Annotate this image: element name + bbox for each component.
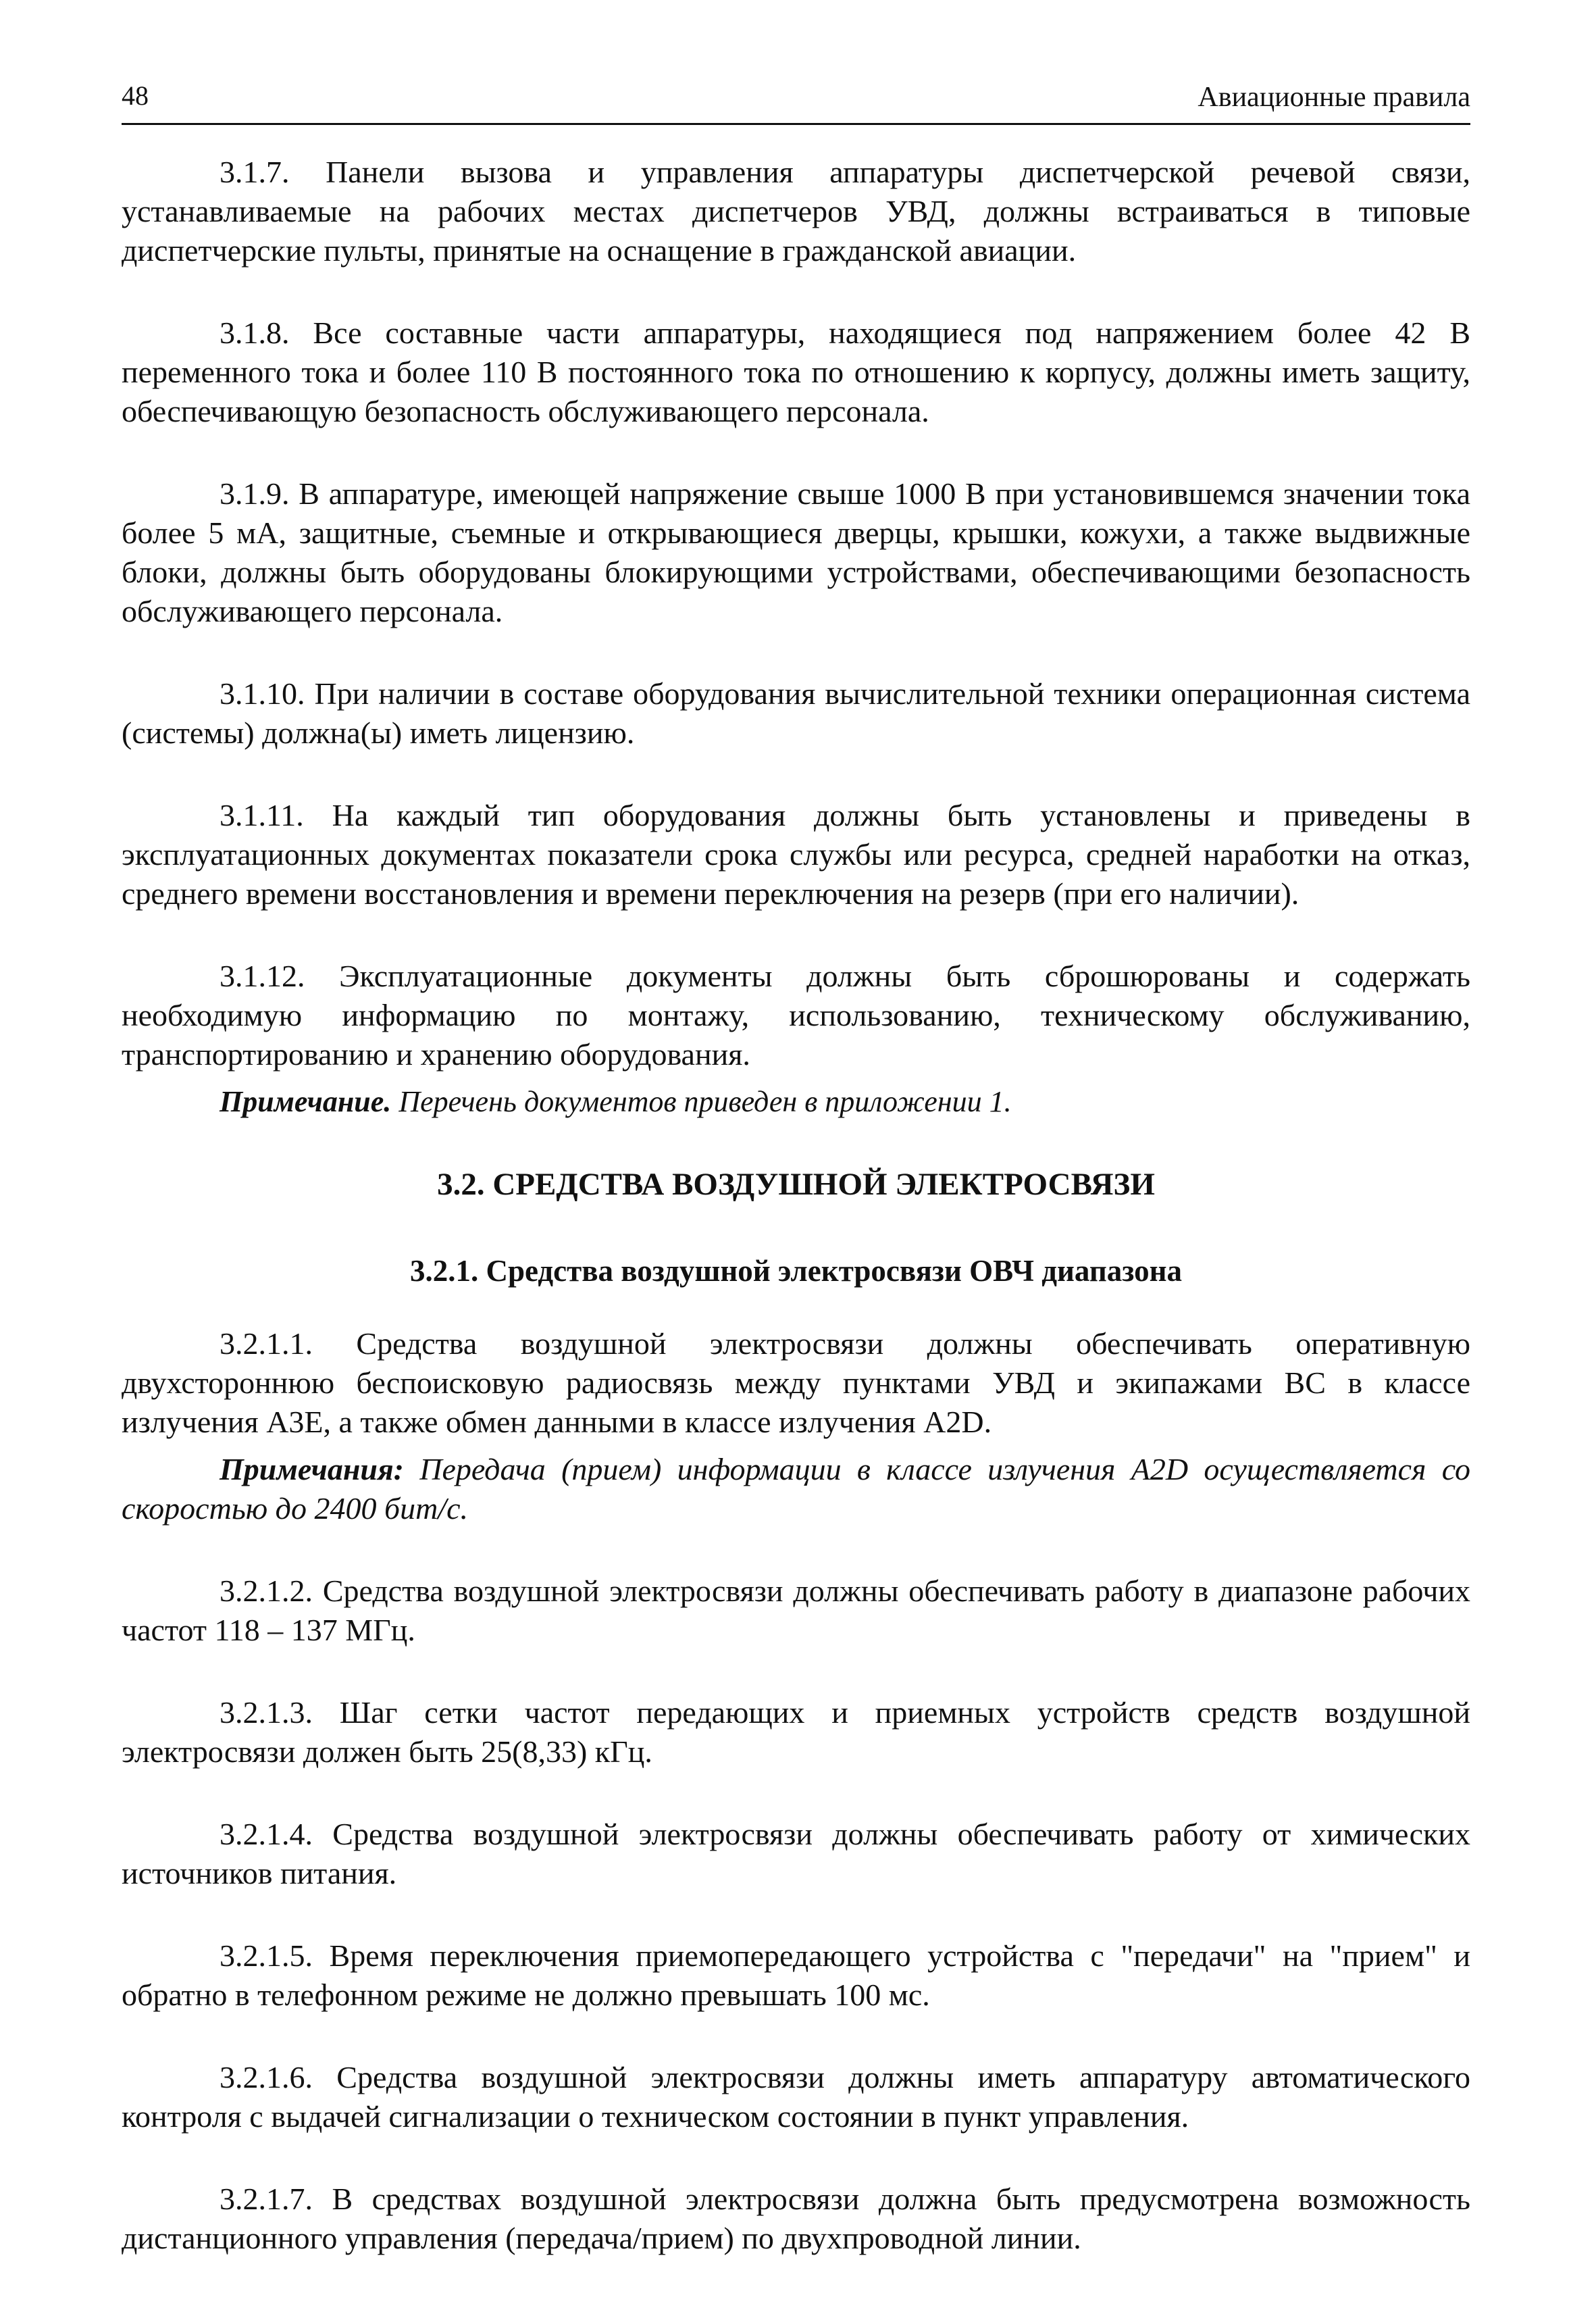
note-label: Примечание. <box>220 1085 392 1118</box>
running-title: Авиационные правила <box>1198 82 1470 113</box>
note-data-rate <box>122 1450 1470 1528</box>
note-documents-list <box>122 1082 1470 1122</box>
subsection-heading-3-2-1: 3.2.1. Средства воздушной электросвязи ОВЧ диапазона <box>410 1254 1182 1288</box>
paragraph-3-2-1-5: 3.2.1.5. Время переключения приемопередающего устройства с "передачи" на "прием" и обратно в телефонном режиме не должно превышать 100 мс. <box>122 1938 1470 2012</box>
paragraph-3-2-1-1: 3.2.1.1. Средства воздушной электросвязи должны обеспечивать оперативную двухстороннюю беспоисковую радиосвязь между пунктами УВД и экипажами ВС в классе излучения А3Е, а также обмен данными в классе излучения А2D. <box>122 1326 1470 1439</box>
section-heading-3-2: 3.2. СРЕДСТВА ВОЗДУШНОЙ ЭЛЕКТРОСВЯЗИ <box>437 1167 1155 1202</box>
note-text: Перечень документов приведен в приложении 1. <box>391 1085 1012 1118</box>
paragraph-3-2-1-6: 3.2.1.6. Средства воздушной электросвязи должны иметь аппаратуру автоматического контроля с выдачей сигнализации о техническом состоянии в пункт управления. <box>122 2060 1470 2134</box>
paragraph-3-2-1-2: 3.2.1.2. Средства воздушной электросвязи должны обеспечивать работу в диапазоне рабочих частот 118 – 137 МГц. <box>122 1574 1470 1647</box>
page-number: 48 <box>122 80 149 111</box>
paragraph-3-2-1-3: 3.2.1.3. Шаг сетки частот передающих и приемных устройств средств воздушной электросвязи должен быть 25(8,33) кГц. <box>122 1695 1470 1769</box>
paragraph-3-1-9: 3.1.9. В аппаратуре, имеющей напряжение свыше 1000 В при установившемся значении тока более 5 мА, защитные, съемные и открывающиеся дверцы, крышки, кожухи, а также выдвижные блоки, должны быть оборудованы блокирующими устройствами, обеспечивающими безопасность обслуживающего персонала. <box>122 476 1470 628</box>
document-body <box>122 153 1470 2301</box>
running-header <box>122 80 1470 125</box>
paragraph-3-1-11: 3.1.11. На каждый тип оборудования должны быть установлены и приведены в эксплуатационных документах показатели срока службы или ресурса, средней наработки на отказ, среднего времени восстановления и времени переключения на резерв (при его наличии). <box>122 798 1470 911</box>
paragraph-3-1-10: 3.1.10. При наличии в составе оборудования вычислительной техники операционная система (системы) должна(ы) иметь лицензию. <box>122 676 1470 750</box>
note-label: Примечания: <box>220 1452 404 1486</box>
paragraph-3-2-1-7: 3.2.1.7. В средствах воздушной электросвязи должна быть предусмотрена возможность дистанционного управления (передача/прием) по двухпроводной линии. <box>122 2182 1470 2255</box>
paragraph-3-2-1-4: 3.2.1.4. Средства воздушной электросвязи должны обеспечивать работу от химических источников питания. <box>122 1817 1470 1890</box>
paragraph-3-1-8: 3.1.8. Все составные части аппаратуры, находящиеся под напряжением более 42 В переменного тока и более 110 В постоянного тока по отношению к корпусу, должны иметь защиту, обеспечивающую безопасность обслуживающего персонала. <box>122 316 1470 428</box>
paragraph-3-1-7: 3.1.7. Панели вызова и управления аппаратуры диспетчерской речевой связи, устанавливаемые на рабочих местах диспетчеров УВД, должны встраиваться в типовые диспетчерские пульты, принятые на оснащение в гражданской авиации. <box>122 155 1470 268</box>
note-text: Передача (прием) информации в классе излучения А2D осуществляется со скоростью до 2400 бит/с. <box>122 1452 1470 1526</box>
paragraph-3-1-12: 3.1.12. Эксплуатационные документы должны быть сброшюрованы и содержать необходимую информацию по монтажу, использованию, техническому обслуживанию, транспортированию и хранению оборудования. <box>122 959 1470 1072</box>
